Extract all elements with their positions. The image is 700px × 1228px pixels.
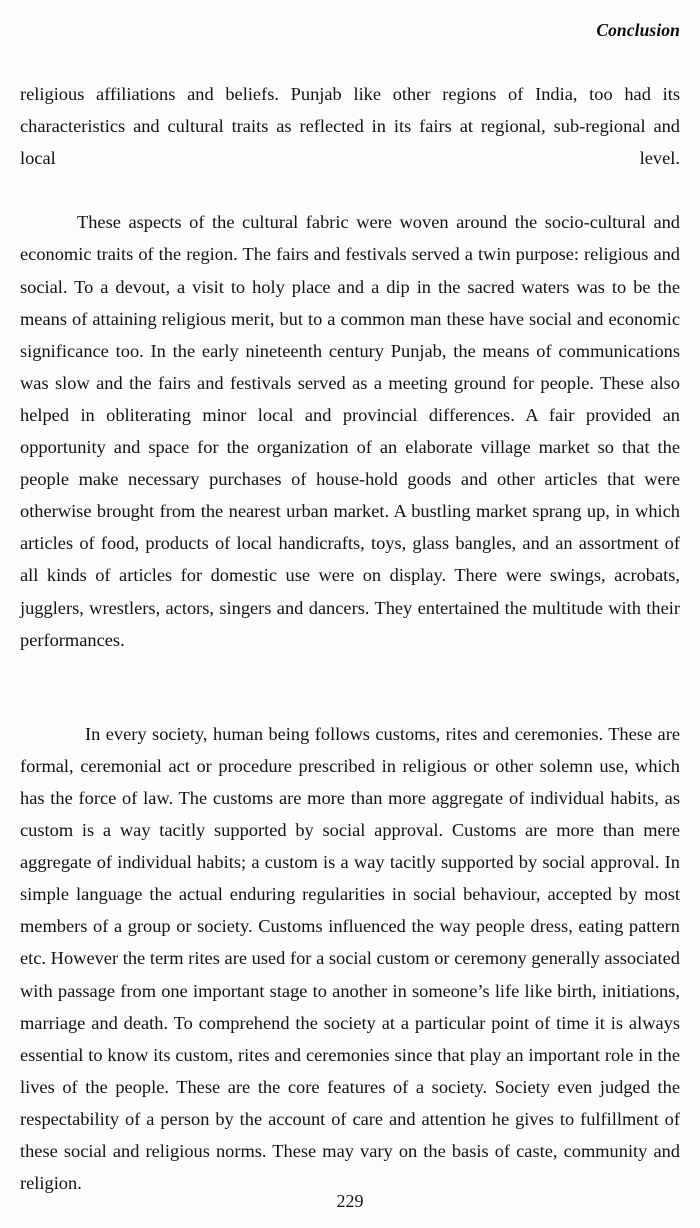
paragraph-continued: religious affiliations and beliefs. Punjab like other regions of India, too had its characteristics and cultural traits as reflected in its fairs at regional, sub-regional and local level. xyxy=(20,84,680,169)
paragraph-customs-rites: In every society, human being follows customs, rites and ceremonies. These are formal, ceremonial act or procedure prescribed in religious or other solemn use, which has the force of law. The customs are more than more aggregate of individual habits, as custom is a way tacitly supported by social approval. Customs are more than mere aggregate of individual habits; a custom is a way tacitly supported by social approval. In simple language the actual enduring regularities in social behaviour, accepted by most members of a group or society. Customs influenced the way people dress, eating pattern etc. However the term rites are used for a social custom or ceremony generally associated with passage from one important stage to another in someone’s life like birth, initiations, marriage and death. To comprehend the society at a particular point of time it is always essential to know its custom, rites and ceremonies since that play an important role in the lives of the people. These are the core features of a society. Society even judged the respectability of a person by the account of care and attention he gives to fulfillment of these social and religious norms. These may vary on the basis of caste, community and religion. xyxy=(20,723,680,1194)
paragraph-cultural-fabric: These aspects of the cultural fabric were woven around the socio-cultural and economic traits of the region. The fairs and festivals served a twin purpose: religious and social. To a devout, a visit to holy place and a dip in the sacred waters was to be the means of attaining religious merit, but to a common man these have social and economic significance too. In the early nineteenth century Punjab, the means of communications was slow and the fairs and festivals served as a meeting ground for people. These also helped in obliterating minor local and provincial differences. A fair provided an opportunity and space for the organization of an elaborate village market so that the people make necessary purchases of house-hold goods and other articles that were otherwise brought from the nearest urban market. A bustling market sprang up, in which articles of food, products of local handicrafts, toys, glass bangles, and an assortment of all kinds of articles for domestic use were on display. There were swings, acrobats, jugglers, wrestlers, actors, singers and dancers. They entertained the multitude with their performances. xyxy=(20,212,680,650)
running-header-title: Conclusion xyxy=(596,20,680,40)
body-text-block xyxy=(20,78,680,1228)
page-number: 229 xyxy=(336,1191,364,1211)
